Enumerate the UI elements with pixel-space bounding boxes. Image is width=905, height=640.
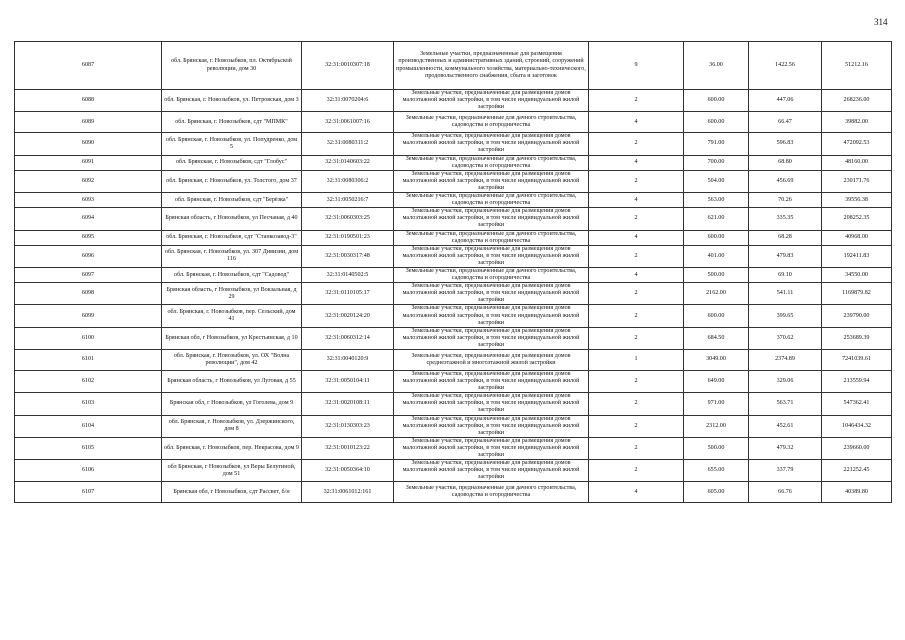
cadastral-number-cell: 32:31:0130303:23: [302, 415, 394, 437]
area-cell: 3049.00: [684, 350, 749, 371]
row-number: 6104: [15, 415, 162, 437]
address-cell: обл. Брянская, г. Новозыбков, ул. Дзержинского, дом 8: [162, 415, 302, 437]
specific-value-cell: 456.69: [749, 170, 822, 192]
cadastral-number-cell: 32:31:0050364:10: [302, 460, 394, 482]
group-cell: 1: [589, 350, 684, 371]
group-cell: 2: [589, 90, 684, 112]
cadastral-value-cell: 51212.16: [822, 42, 892, 90]
table-row: [15, 305, 892, 327]
cadastral-value-cell: 213559.94: [822, 371, 892, 393]
land-use-purpose-cell: Земельные участки, предназначенные для размещения домов малоэтажной жилой застройки, в том числе индивидуальной жилой застройки: [394, 283, 589, 305]
group-cell: 2: [589, 305, 684, 327]
group-cell: 2: [589, 415, 684, 437]
area-cell: 971.00: [684, 393, 749, 415]
address-cell: обл. Брянская, г. Новозыбков, сдт "Берёзка": [162, 193, 302, 208]
address-cell: обл. Брянская, г. Новозыбков, пл. Октябрьской революции, дом 30: [162, 42, 302, 90]
table-row: [15, 155, 892, 170]
group-cell: 4: [589, 155, 684, 170]
row-number: 6099: [15, 305, 162, 327]
group-cell: 4: [589, 230, 684, 245]
row-number: 6103: [15, 393, 162, 415]
group-cell: 2: [589, 371, 684, 393]
land-use-purpose-cell: Земельные участки, предназначенные для размещения домов среднеэтажной и многоэтажной жилой застройки: [394, 350, 589, 371]
specific-value-cell: 329.06: [749, 371, 822, 393]
area-cell: 600.00: [684, 230, 749, 245]
cadastral-value-cell: 239660.00: [822, 437, 892, 459]
area-cell: 36.00: [684, 42, 749, 90]
group-cell: 2: [589, 393, 684, 415]
cadastral-number-cell: 32:31:0020108:11: [302, 393, 394, 415]
specific-value-cell: 68.80: [749, 155, 822, 170]
row-number: 6089: [15, 112, 162, 133]
table-row: [15, 267, 892, 282]
specific-value-cell: 2374.89: [749, 350, 822, 371]
table-row: [15, 482, 892, 503]
address-cell: Брянская обл, г Новозыбков, сдт Рассвет, б/н: [162, 482, 302, 503]
specific-value-cell: 66.76: [749, 482, 822, 503]
table-row: [15, 133, 892, 155]
row-number: 6101: [15, 350, 162, 371]
specific-value-cell: 563.71: [749, 393, 822, 415]
specific-value-cell: 452.61: [749, 415, 822, 437]
address-cell: обл. Брянская, г. Новозыбков, сдт "Глобус": [162, 155, 302, 170]
area-cell: 504.00: [684, 170, 749, 192]
land-use-purpose-cell: Земельные участки, предназначенные для размещения домов малоэтажной жилой застройки, в том числе индивидуальной жилой застройки: [394, 208, 589, 230]
area-cell: 700.00: [684, 155, 749, 170]
group-cell: 4: [589, 482, 684, 503]
cadastral-number-cell: 32:31:0061012:161: [302, 482, 394, 503]
table-row: [15, 208, 892, 230]
address-cell: обл Брянская, г Новозыбков, ул Веры Белуғиной, дом 51: [162, 460, 302, 482]
group-cell: 4: [589, 267, 684, 282]
address-cell: Брянская область, г Новозыбков, ул Луговая, д 55: [162, 371, 302, 393]
cadastral-value-cell: 1046434.32: [822, 415, 892, 437]
area-cell: 655.00: [684, 460, 749, 482]
group-cell: 9: [589, 42, 684, 90]
area-cell: 2312.00: [684, 415, 749, 437]
specific-value-cell: 479.32: [749, 437, 822, 459]
table-row: [15, 90, 892, 112]
area-cell: 684.50: [684, 327, 749, 349]
row-number: 6097: [15, 267, 162, 282]
area-cell: 600.00: [684, 305, 749, 327]
land-use-purpose-cell: Земельные участки, предназначенные для размещения домов малоэтажной жилой застройки, в том числе индивидуальной жилой застройки: [394, 415, 589, 437]
group-cell: 4: [589, 112, 684, 133]
cadastral-number-cell: 32:31:0070204:6: [302, 90, 394, 112]
specific-value-cell: 66.47: [749, 112, 822, 133]
address-cell: обл. Брянская, г. Новозыбков, пер. Сельский, дом 41: [162, 305, 302, 327]
table-row: [15, 460, 892, 482]
table-row: [15, 112, 892, 133]
cadastral-value-cell: 472092.53: [822, 133, 892, 155]
row-number: 6093: [15, 193, 162, 208]
cadastral-number-cell: 32:31:0061007:16: [302, 112, 394, 133]
row-number: 6095: [15, 230, 162, 245]
specific-value-cell: 370.62: [749, 327, 822, 349]
cadastral-value-cell: 40389.80: [822, 482, 892, 503]
table-row: [15, 170, 892, 192]
area-cell: 649.00: [684, 371, 749, 393]
cadastral-value-cell: 253689.39: [822, 327, 892, 349]
cadastral-value-cell: 1169879.82: [822, 283, 892, 305]
land-use-purpose-cell: Земельные участки, предназначенные для размещения домов малоэтажной жилой застройки, в том числе индивидуальной жилой застройки: [394, 245, 589, 267]
cadastral-value-cell: 239790.00: [822, 305, 892, 327]
cadastral-value-cell: 48160.00: [822, 155, 892, 170]
address-cell: Брянская обл, г Новозыбков, ул Крестьянская, д 10: [162, 327, 302, 349]
area-cell: 600.00: [684, 112, 749, 133]
area-cell: 500.00: [684, 437, 749, 459]
table-row: [15, 393, 892, 415]
area-cell: 600.00: [684, 90, 749, 112]
specific-value-cell: 337.79: [749, 460, 822, 482]
specific-value-cell: 70.26: [749, 193, 822, 208]
address-cell: обл. Брянская, г. Новозыбков, пер. Некрасова, дом 9: [162, 437, 302, 459]
area-cell: 563.00: [684, 193, 749, 208]
land-use-purpose-cell: Земельные участки, предназначенные для размещения домов малоэтажной жилой застройки, в том числе индивидуальной жилой застройки: [394, 393, 589, 415]
address-cell: Брянская обл, г Новозыбков, ул Гоголева, дом 9: [162, 393, 302, 415]
specific-value-cell: 68.28: [749, 230, 822, 245]
specific-value-cell: 596.83: [749, 133, 822, 155]
group-cell: 2: [589, 245, 684, 267]
cadastral-number-cell: 32:31:0050216:7: [302, 193, 394, 208]
group-cell: 2: [589, 133, 684, 155]
cadastral-number-cell: 32:31:0140502:5: [302, 267, 394, 282]
table-row: [15, 350, 892, 371]
address-cell: обл. Брянская, г. Новозыбков, ул. Попудренко, дом 5: [162, 133, 302, 155]
address-cell: Брянская область, г Новозыбков, ул Вокзальная, д 29: [162, 283, 302, 305]
page-number: 314: [874, 17, 888, 27]
group-cell: 2: [589, 170, 684, 192]
area-cell: 791.00: [684, 133, 749, 155]
land-use-purpose-cell: Земельные участки, предназначенные для размещения домов малоэтажной жилой застройки, в том числе индивидуальной жилой застройки: [394, 371, 589, 393]
specific-value-cell: 1422.56: [749, 42, 822, 90]
land-use-purpose-cell: Земельные участки, предназначенные для размещения домов малоэтажной жилой застройки, в том числе индивидуальной жилой застройки: [394, 305, 589, 327]
area-cell: 621.00: [684, 208, 749, 230]
cadastral-number-cell: 32:31:0190501:23: [302, 230, 394, 245]
cadastral-value-cell: 230171.76: [822, 170, 892, 192]
address-cell: обл. Брянская, г. Новозыбков, ул. 307 Дивизии, дом 116: [162, 245, 302, 267]
area-cell: 2162.00: [684, 283, 749, 305]
row-number: 6100: [15, 327, 162, 349]
land-use-purpose-cell: Земельные участки, предназначенные для дачного строительства, садоводства и огородничества: [394, 482, 589, 503]
address-cell: обл. Брянская, г. Новозыбков, сдт "Садовод": [162, 267, 302, 282]
cadastral-value-cell: 39882.00: [822, 112, 892, 133]
row-number: 6102: [15, 371, 162, 393]
group-cell: 2: [589, 460, 684, 482]
address-cell: Брянская область, г Новозыбков, ул Песчаная, д 40: [162, 208, 302, 230]
table-row: [15, 193, 892, 208]
table-row: [15, 437, 892, 459]
address-cell: обл. Брянская, г. Новозыбков, сдт "Станкозавод-3": [162, 230, 302, 245]
table-row: [15, 283, 892, 305]
specific-value-cell: 447.06: [749, 90, 822, 112]
row-number: 6092: [15, 170, 162, 192]
cadastral-value-cell: 40968.00: [822, 230, 892, 245]
row-number: 6096: [15, 245, 162, 267]
row-number: 6094: [15, 208, 162, 230]
cadastral-number-cell: 32:31:0140603:22: [302, 155, 394, 170]
row-number: 6090: [15, 133, 162, 155]
table-row: [15, 230, 892, 245]
land-use-purpose-cell: Земельные участки, предназначенные для размещения домов малоэтажной жилой застройки, в том числе индивидуальной жилой застройки: [394, 437, 589, 459]
group-cell: 2: [589, 327, 684, 349]
area-cell: 401.00: [684, 245, 749, 267]
cadastral-number-cell: 32:31:0020124:20: [302, 305, 394, 327]
cadastral-value-cell: 268236.00: [822, 90, 892, 112]
area-cell: 500.00: [684, 267, 749, 282]
row-number: 6088: [15, 90, 162, 112]
address-cell: обл. Брянская, г. Новозыбков, ул. Петровская, дом 3: [162, 90, 302, 112]
land-use-purpose-cell: Земельные участки, предназначенные для дачного строительства, садоводства и огородничества: [394, 112, 589, 133]
specific-value-cell: 399.65: [749, 305, 822, 327]
cadastral-number-cell: 32:31:0010307:18: [302, 42, 394, 90]
row-number: 6091: [15, 155, 162, 170]
cadastral-value-cell: 192411.83: [822, 245, 892, 267]
cadastral-value-cell: 34550.00: [822, 267, 892, 282]
land-use-purpose-cell: Земельные участки, предназначенные для размещения домов малоэтажной жилой застройки, в том числе индивидуальной жилой застройки: [394, 90, 589, 112]
specific-value-cell: 479.83: [749, 245, 822, 267]
land-use-purpose-cell: Земельные участки, предназначенные для размещения домов малоэтажной жилой застройки, в том числе индивидуальной жилой застройки: [394, 460, 589, 482]
land-use-purpose-cell: Земельные участки, предназначенные для дачного строительства, садоводства и огородничества: [394, 155, 589, 170]
address-cell: обл. Брянская, г. Новозыбков, ул. ОХ "Волна революции", дом 42: [162, 350, 302, 371]
address-cell: обл. Брянская, г. Новозыбков, ул. Толстого, дом 37: [162, 170, 302, 192]
table-row: [15, 42, 892, 90]
land-use-purpose-cell: Земельные участки, предназначенные для размещения производственных и административных зданий, строений, сооружений промышленности, коммунального хозяйства, материально-технического, продовольственного снабжения, сбыта и заготовок: [394, 42, 589, 90]
cadastral-number-cell: 32:31:0040120:9: [302, 350, 394, 371]
table-row: [15, 245, 892, 267]
land-use-purpose-cell: Земельные участки, предназначенные для дачного строительства, садоводства и огородничества: [394, 267, 589, 282]
land-use-purpose-cell: Земельные участки, предназначенные для дачного строительства, садоводства и огородничества: [394, 193, 589, 208]
area-cell: 605.00: [684, 482, 749, 503]
table-row: [15, 371, 892, 393]
cadastral-value-cell: 7241039.61: [822, 350, 892, 371]
land-use-purpose-cell: Земельные участки, предназначенные для размещения домов малоэтажной жилой застройки, в том числе индивидуальной жилой застройки: [394, 327, 589, 349]
cadastral-number-cell: 32:31:0030317:48: [302, 245, 394, 267]
table-body: [15, 42, 892, 503]
table-row: [15, 327, 892, 349]
cadastral-value-cell: 208252.35: [822, 208, 892, 230]
cadastral-number-cell: 32:31:0050104:11: [302, 371, 394, 393]
cadastral-number-cell: 32:31:0080311:2: [302, 133, 394, 155]
row-number: 6105: [15, 437, 162, 459]
row-number: 6087: [15, 42, 162, 90]
group-cell: 2: [589, 437, 684, 459]
cadastral-number-cell: 32:31:0060303:25: [302, 208, 394, 230]
specific-value-cell: 541.11: [749, 283, 822, 305]
cadastral-value-cell: 547362.41: [822, 393, 892, 415]
cadastral-number-cell: 32:31:0110105:17: [302, 283, 394, 305]
land-registry-table: [14, 41, 892, 503]
land-use-purpose-cell: Земельные участки, предназначенные для дачного строительства, садоводства и огородничества: [394, 230, 589, 245]
cadastral-number-cell: 32:31:0060312:14: [302, 327, 394, 349]
cadastral-value-cell: 39556.38: [822, 193, 892, 208]
specific-value-cell: 335.35: [749, 208, 822, 230]
group-cell: 2: [589, 283, 684, 305]
cadastral-value-cell: 221252.45: [822, 460, 892, 482]
cadastral-number-cell: 32:31:0080306:2: [302, 170, 394, 192]
cadastral-number-cell: 32:31:0010123:22: [302, 437, 394, 459]
land-use-purpose-cell: Земельные участки, предназначенные для размещения домов малоэтажной жилой застройки, в том числе индивидуальной жилой застройки: [394, 170, 589, 192]
table-row: [15, 415, 892, 437]
specific-value-cell: 69.10: [749, 267, 822, 282]
address-cell: обл. Брянская, г. Новозыбков, сдт "МПМК": [162, 112, 302, 133]
row-number: 6107: [15, 482, 162, 503]
group-cell: 4: [589, 193, 684, 208]
land-use-purpose-cell: Земельные участки, предназначенные для размещения домов малоэтажной жилой застройки, в том числе индивидуальной жилой застройки: [394, 133, 589, 155]
row-number: 6098: [15, 283, 162, 305]
row-number: 6106: [15, 460, 162, 482]
group-cell: 2: [589, 208, 684, 230]
